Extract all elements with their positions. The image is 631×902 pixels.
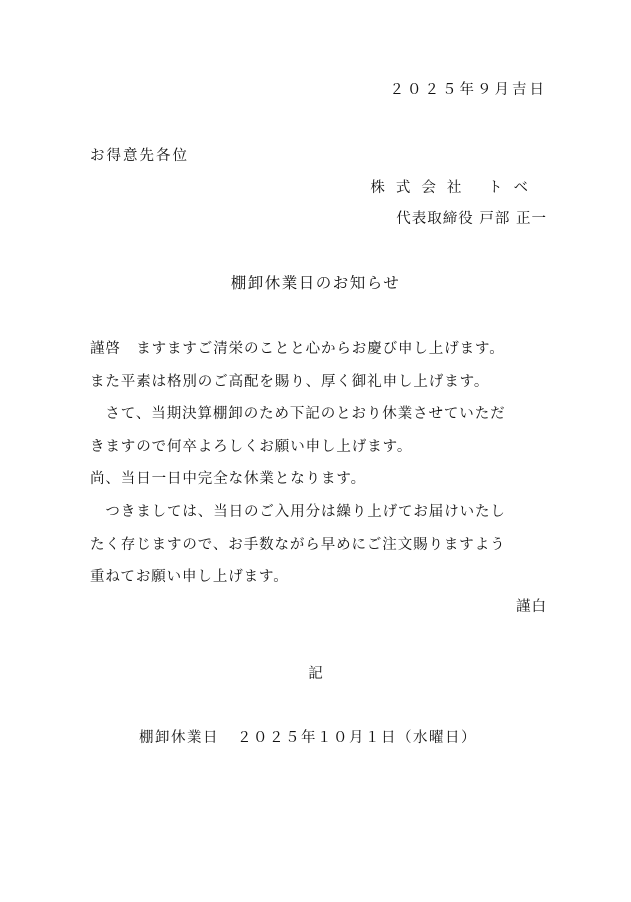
letter-date: ２０２５年９月吉日	[389, 82, 547, 98]
body-line: 尚、当日一日中完全な休業となります。	[90, 471, 367, 488]
closing-phrase: 謹白	[516, 599, 547, 615]
body-line: 重ねてお願い申し上げます。	[90, 569, 289, 586]
letter-title: 棚卸休業日のお知らせ	[230, 274, 401, 292]
representative: 代表取締役 戸部 正一	[396, 211, 547, 227]
recipient: お得意先各位	[90, 148, 189, 164]
ki-heading: 記	[308, 666, 323, 682]
holiday-line	[139, 728, 477, 748]
letter-body	[90, 339, 560, 600]
body-line: きますので何卒よろしくお願い申し上げます。	[90, 438, 413, 455]
company-name: 株式会社 トベ	[370, 180, 539, 196]
holiday-label: 棚卸休業日	[139, 730, 219, 746]
holiday-date: ２０２５年１０月１日（水曜日）	[237, 730, 477, 746]
body-line: 謹啓 ますますご清栄のことと心からお慶び申し上げます。	[90, 341, 505, 357]
body-line: また平素は格別のご高配を賜り、厚く御礼申し上げます。	[90, 373, 490, 390]
body-line: つきましては、当日のご入用分は繰り上げてお届けいたし	[90, 503, 506, 520]
body-line: たく存じますので、お手数ながら早めにご注文賜りますよう	[90, 536, 506, 553]
body-line: さて、当期決算棚卸のため下記のとおり休業させていただ	[90, 406, 506, 423]
